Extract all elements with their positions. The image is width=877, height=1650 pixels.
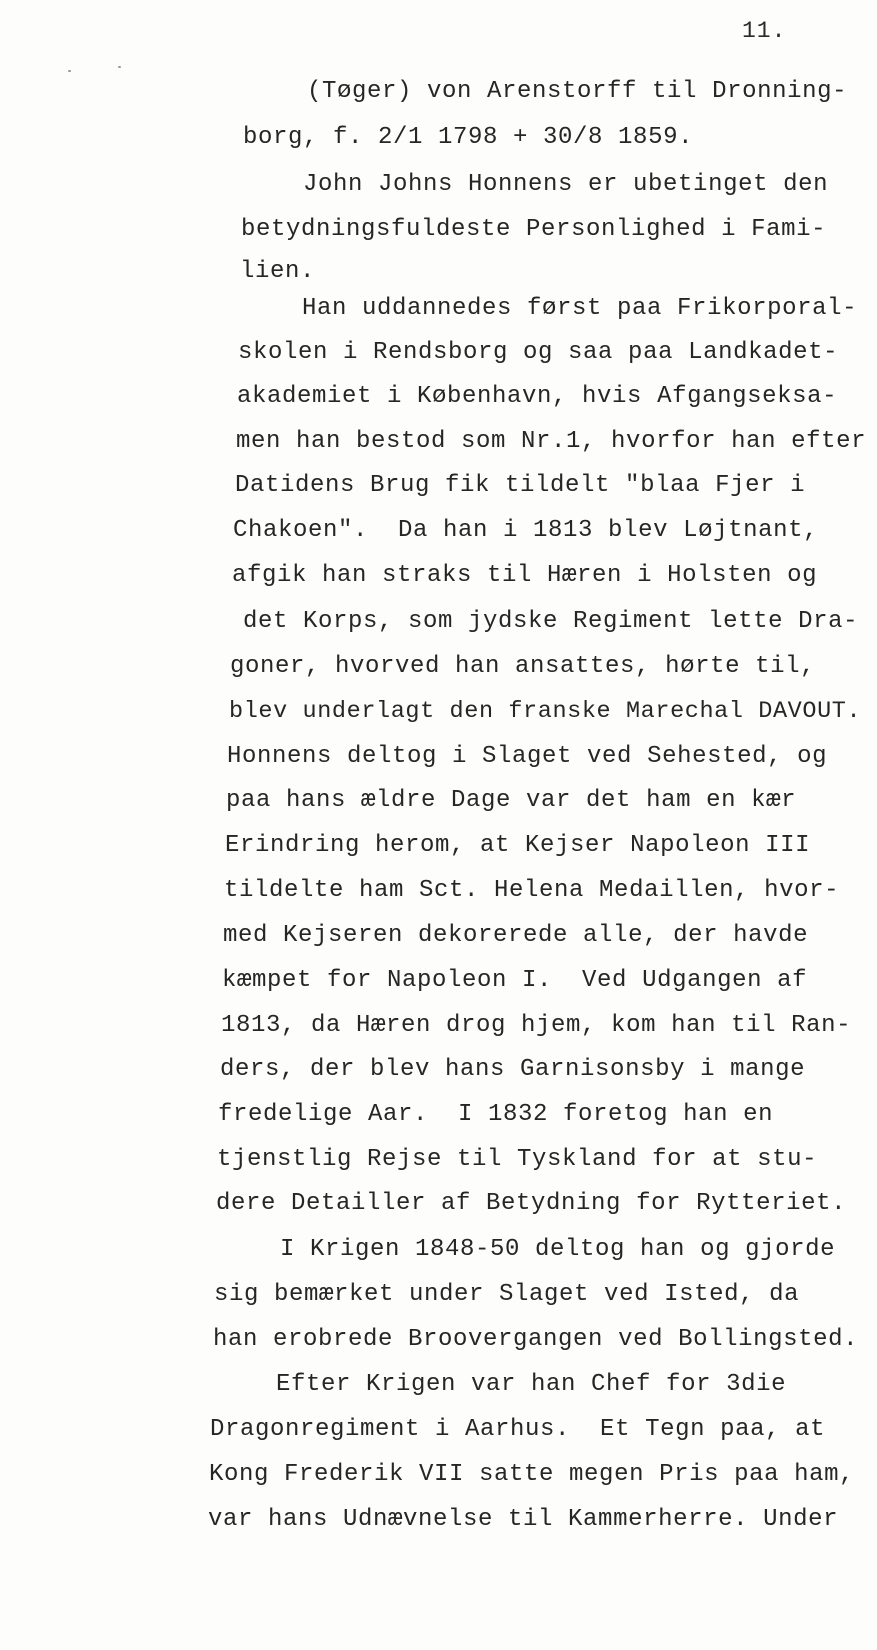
text-line-20: med Kejseren dekorerede alle, der havde (223, 922, 809, 949)
text-line-32: Kong Frederik VII satte megen Pris paa ham, (209, 1461, 855, 1488)
text-line-12: afgik han straks til Hæren i Holsten og (232, 562, 818, 589)
text-line-9: men han bestod som Nr.1, hvorfor han efter (236, 428, 867, 455)
text-line-27: I Krigen 1848-50 deltog han og gjorde (280, 1236, 836, 1263)
text-line-2: borg, f. 2/1 1798 + 30/8 1859. (243, 124, 694, 151)
text-line-26: dere Detailler af Betydning for Rytteriet. (216, 1190, 847, 1217)
text-line-17: paa hans ældre Dage var det ham en kær (226, 787, 797, 814)
text-line-4: betydningsfuldeste Personlighed i Fami- (241, 216, 827, 243)
text-line-21: kæmpet for Napoleon I. Ved Udgangen af (222, 967, 808, 994)
text-line-16: Honnens deltog i Slaget ved Sehested, og (227, 743, 828, 770)
text-line-8: akademiet i København, hvis Afgangseksa- (237, 383, 838, 410)
page-number: 11. (742, 18, 787, 44)
text-line-6: Han uddannedes først paa Frikorporal- (302, 295, 858, 322)
text-line-10: Datidens Brug fik tildelt "blaa Fjer i (235, 472, 806, 499)
text-line-14: goner, hvorved han ansattes, hørte til, (230, 653, 816, 680)
text-line-28: sig bemærket under Slaget ved Isted, da (214, 1281, 800, 1308)
text-line-25: tjenstlig Rejse til Tyskland for at stu- (217, 1146, 818, 1173)
text-line-24: fredelige Aar. I 1832 foretog han en (218, 1101, 774, 1128)
text-line-29: han erobrede Broovergangen ved Bollingsted. (213, 1326, 859, 1353)
text-line-15: blev underlagt den franske Marechal DAVOUT. (229, 698, 862, 725)
text-line-19: tildelte ham Sct. Helena Medaillen, hvor- (224, 877, 840, 904)
paper-speck (118, 66, 121, 68)
text-line-1: (Tøger) von Arenstorff til Dronning- (307, 78, 848, 105)
text-line-18: Erindring herom, at Kejser Napoleon III (225, 832, 811, 859)
text-line-7: skolen i Rendsborg og saa paa Landkadet- (238, 339, 839, 366)
text-line-23: ders, der blev hans Garnisonsby i mange (220, 1056, 806, 1083)
text-line-11: Chakoen". Da han i 1813 blev Løjtnant, (233, 517, 819, 544)
text-line-22: 1813, da Hæren drog hjem, kom han til Ran- (221, 1012, 852, 1039)
text-line-33: var hans Udnævnelse til Kammerherre. Under (208, 1506, 839, 1533)
text-line-3: John Johns Honnens er ubetinget den (303, 171, 829, 198)
text-line-31: Dragonregiment i Aarhus. Et Tegn paa, at (210, 1416, 826, 1443)
text-line-13: det Korps, som jydske Regiment lette Dra- (243, 608, 859, 635)
paper-speck (68, 70, 71, 72)
text-line-5: lien. (240, 258, 316, 285)
text-line-30: Efter Krigen var han Chef for 3die (276, 1371, 787, 1398)
